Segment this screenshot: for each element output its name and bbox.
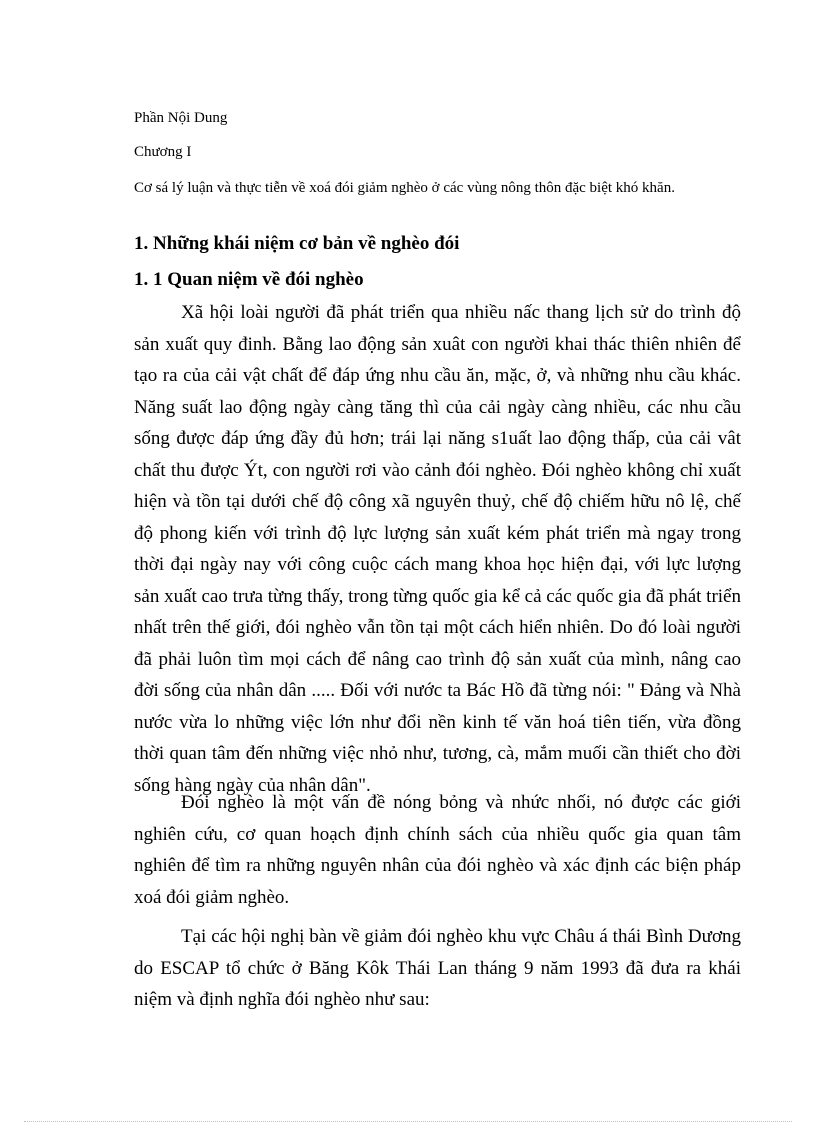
section-heading: 1. Những khái niệm cơ bản về nghèo đói: [134, 233, 460, 254]
body-paragraph-2: Đói nghèo là một vấn đề nóng bỏng và nhức nhối, nó được các giới nghiên cứu, cơ quan hoạch định chính sách của nhiều quốc gia quan tâm nghiên để tìm ra những nguyên nhân của đói nghèo và xác định các biện pháp xoá đói giảm nghèo.: [134, 792, 741, 908]
chapter-subtitle: Cơ sá lý luận và thực tiễn về xoá đói giảm nghèo ở các vùng nông thôn đặc biệt khó khăn.: [134, 180, 675, 196]
part-title: Phần Nội Dung: [134, 110, 228, 126]
chapter-title: Chương I: [134, 144, 192, 160]
body-paragraph-3: Tại các hội nghị bàn về giảm đói nghèo khu vực Châu á thái Bình Dương do ESCAP tổ chức ở Băng Kôk Thái Lan tháng 9 năm 1993 đã đưa ra khái niệm và định nghĩa đói nghèo như sau:: [134, 926, 741, 1010]
page-bottom-divider: [24, 1121, 792, 1122]
body-paragraph-1: Xã hội loài người đã phát triển qua nhiều nấc thang lịch sử do trình độ sản xuất quy đinh. Bằng lao động sản xuât con người khai thác thiên nhiên để tạo ra của cải vật chất để đáp ứng nhu cầu ăn, mặc, ở, và những nhu cầu khác. Năng suất lao động ngày càng tăng thì của cải ngày càng nhiều, các nhu cầu sống được đáp ứng đầy đủ hơn; trái lại năng s1uất lao động thấp, của cải vât chất thu được Ýt, con người rơi vào cảnh đói nghèo. Đói nghèo không chỉ xuất hiện và tồn tại dưới chế độ công xã nguyên thuỷ, chế độ chiếm hữu nô lệ, chế độ phong kiến với trình độ lực lượng sản xuất kém phát triển mà ngay trong thời đại ngày nay với công cuộc cách mang khoa học hiện đại, với lực lượng sản xuất cao trưa từng thấy, trong từng quốc gia kể cả các quốc gia đã phát triển nhất trên thế giới, đói nghèo vẫn tồn tại một cách hiển nhiên. Do đó loài người đã phải luôn tìm mọi cách để nâng cao trình độ sản xuất của mình, nâng cao đời sống của nhân dân ..... Đối với nước ta Bác Hồ đã từng nói: " Đảng và Nhà nước vừa lo những việc lớn như đổi nền kinh tế văn hoá tiên tiến, vừa đồng thời quan tâm đến những việc nhỏ như, tương, cà, mắm muối cần thiết cho đời sống hàng ngày của nhân dân".: [134, 302, 741, 796]
subsection-heading: 1. 1 Quan niệm về đói nghèo: [134, 269, 364, 290]
